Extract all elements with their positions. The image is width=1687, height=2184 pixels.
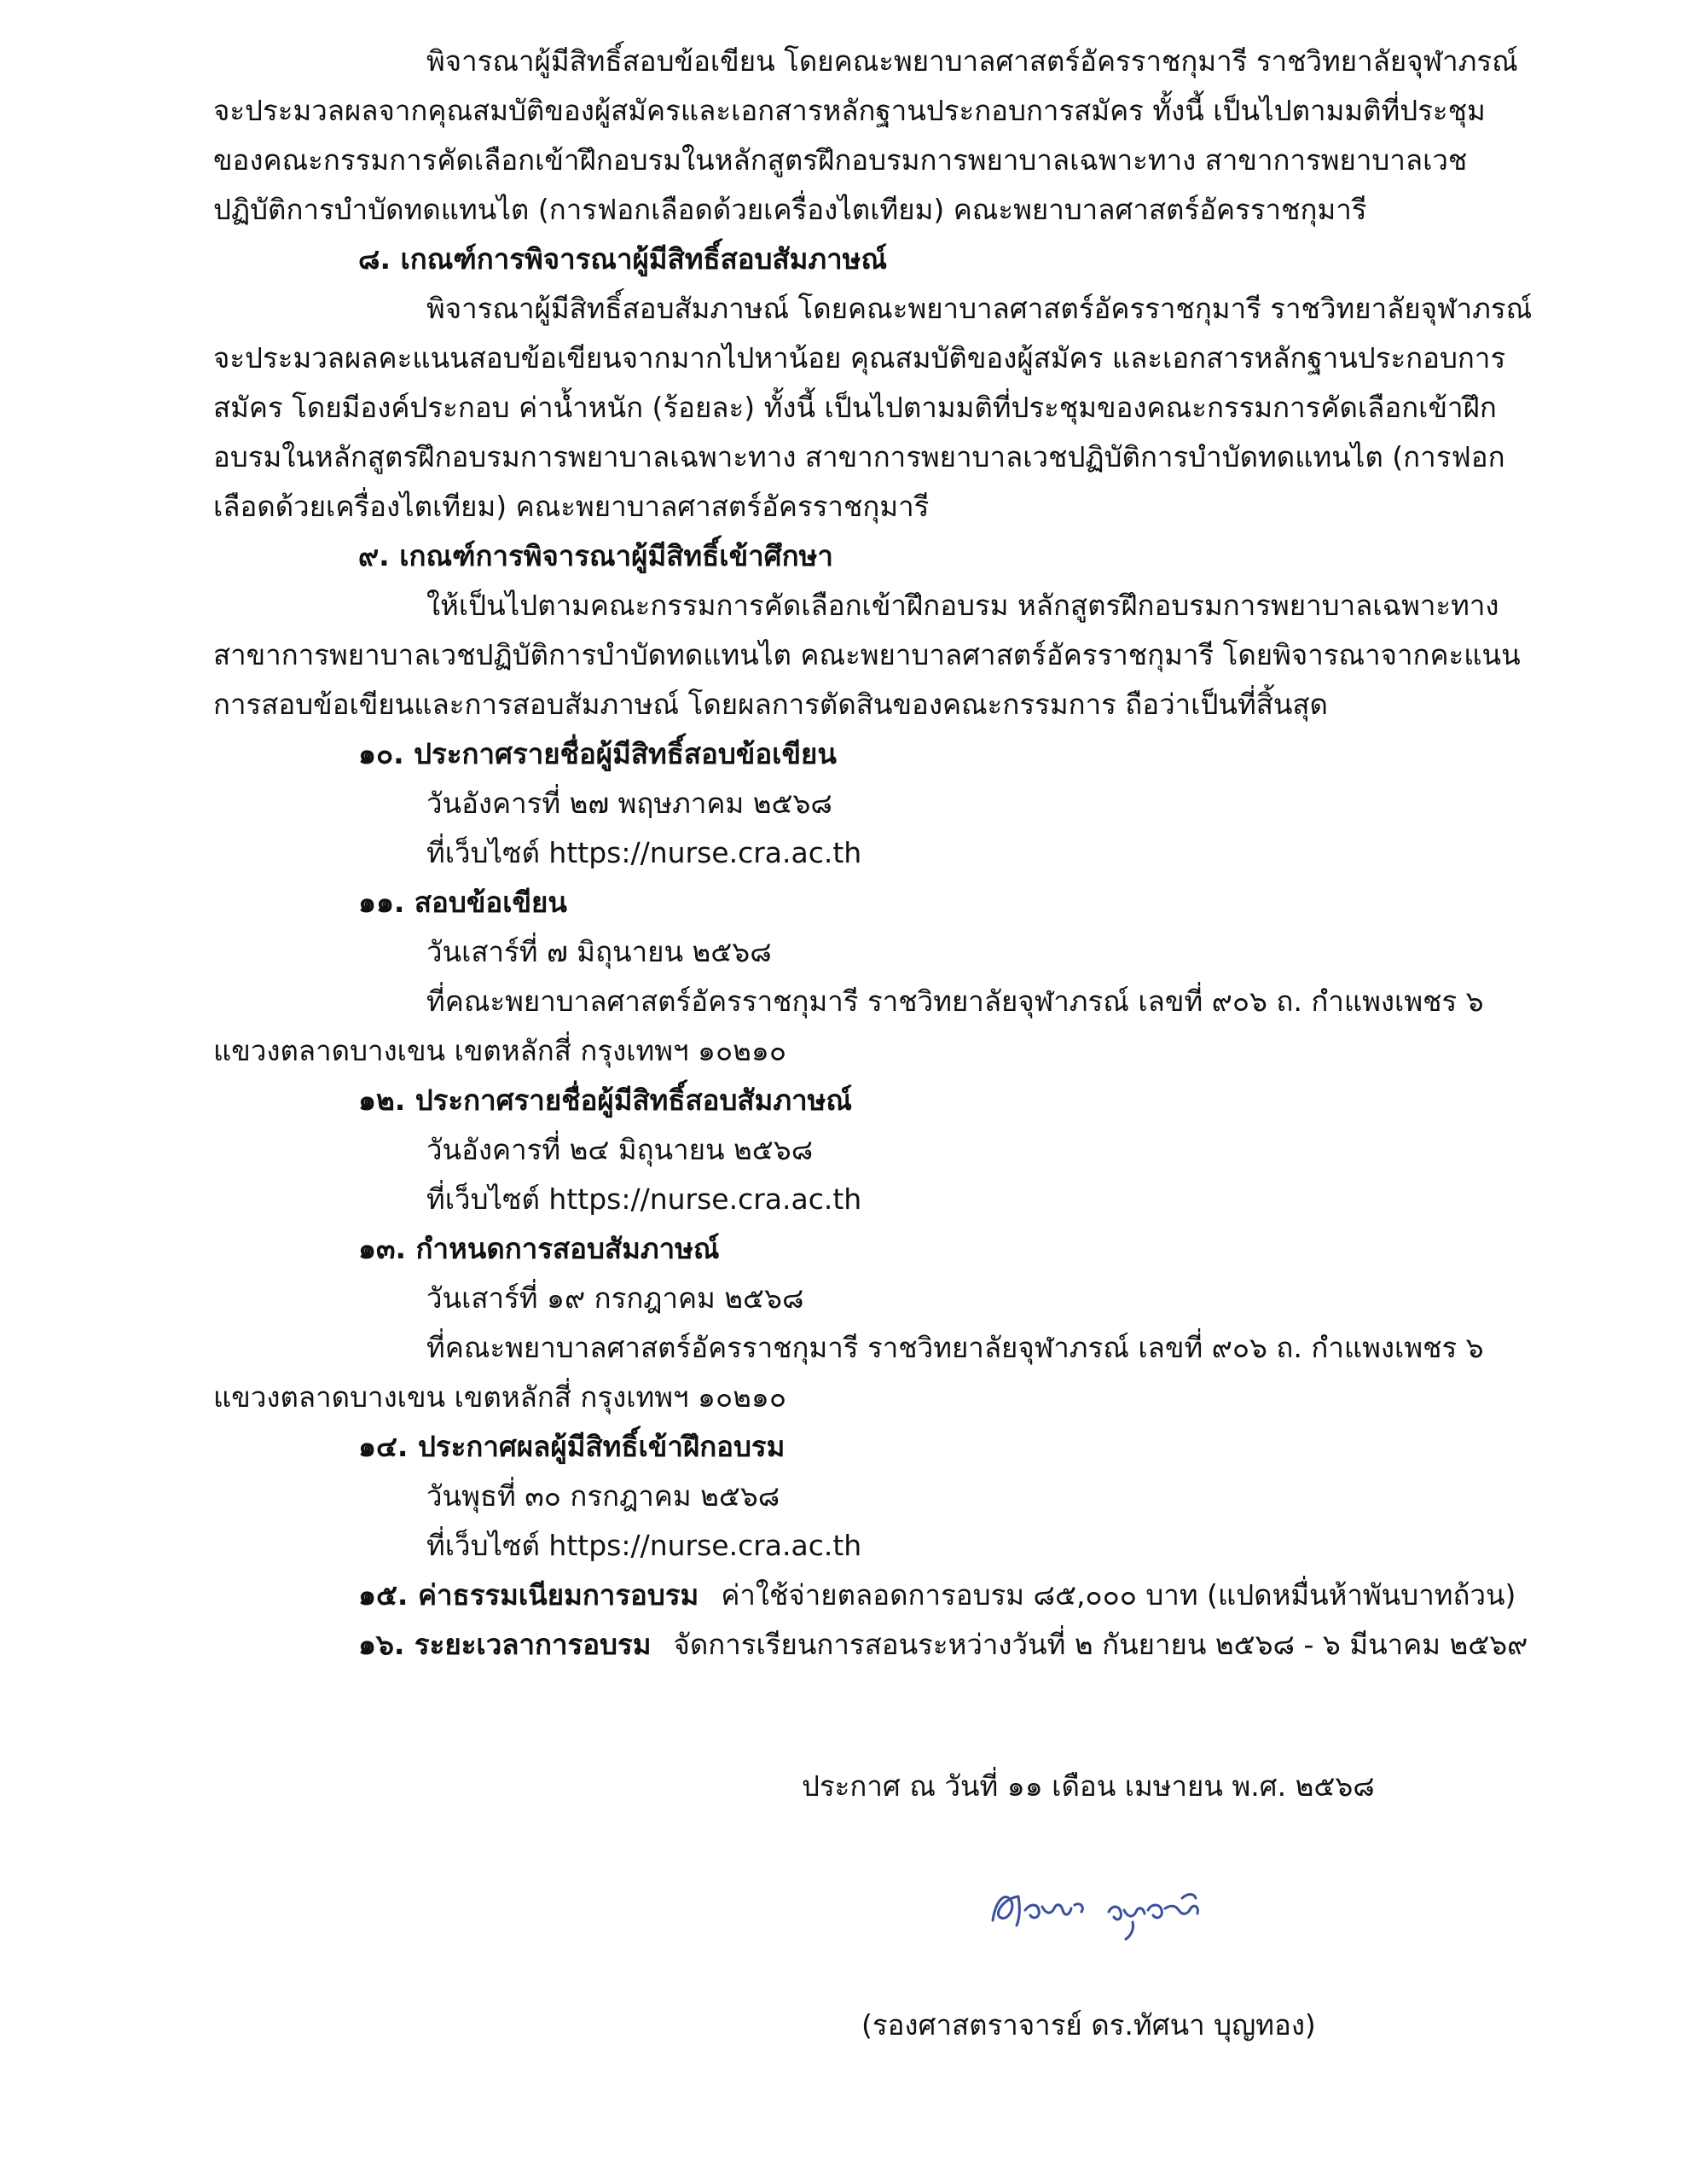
- section7-line-2: จะประมวลผลจากคุณสมบัติของผู้สมัครและเอกสารหลักฐานประกอบการสมัคร ทั้งนี้ เป็นไปตามมติที่ประชุม: [213, 94, 1486, 127]
- section15-text: ค่าใช้จ่ายตลอดการอบรม ๘๕,๐๐๐ บาท (แปดหมื่นห้าพันบาทถ้วน): [721, 1578, 1516, 1612]
- section13-place: ที่คณะพยาบาลศาสตร์อัครราชกุมารี ราชวิทยาลัยจุฬาภรณ์ เลขที่ ๙๐๖ ถ. กำแพงเพชร ๖: [426, 1331, 1484, 1364]
- section13-heading: ๑๓. กำหนดการสอบสัมภาษณ์: [358, 1232, 720, 1265]
- section11-heading: ๑๑. สอบข้อเขียน: [358, 886, 567, 919]
- section11-place: ที่คณะพยาบาลศาสตร์อัครราชกุมารี ราชวิทยาลัยจุฬาภรณ์ เลขที่ ๙๐๖ ถ. กำแพงเพชร ๖: [426, 985, 1484, 1018]
- section16-text: จัดการเรียนการสอนระหว่างวันที่ ๒ กันยายน ๒๕๖๘ - ๖ มีนาคม ๒๕๖๙: [673, 1628, 1528, 1661]
- section14-heading: ๑๔. ประกาศผลผู้มีสิทธิ์เข้าฝึกอบรม: [358, 1430, 786, 1463]
- section8-line-1: พิจารณาผู้มีสิทธิ์สอบสัมภาษณ์ โดยคณะพยาบาลศาสตร์อัครราชกุมารี ราชวิทยาลัยจุฬาภรณ์: [426, 292, 1533, 325]
- section14-place: ที่เว็บไซต์ https://nurse.cra.ac.th: [426, 1529, 862, 1562]
- section13-date: วันเสาร์ที่ ๑๙ กรกฎาคม ๒๕๖๘: [426, 1281, 804, 1315]
- section7-line-3: ของคณะกรรมการคัดเลือกเข้าฝึกอบรมในหลักสูตรฝึกอบรมการพยาบาลเฉพาะทาง สาขาการพยาบาลเวช: [213, 143, 1468, 177]
- section9-line-2: สาขาการพยาบาลเวชปฏิบัติการบำบัดทดแทนไต คณะพยาบาลศาสตร์อัครราชกุมารี โดยพิจารณาจากคะแนน: [213, 638, 1521, 671]
- section10-place: ที่เว็บไซต์ https://nurse.cra.ac.th: [426, 836, 862, 869]
- section12-heading: ๑๒. ประกาศรายชื่อผู้มีสิทธิ์สอบสัมภาษณ์: [358, 1083, 852, 1117]
- section12-date: วันอังคารที่ ๒๔ มิถุนายน ๒๕๖๘: [426, 1133, 814, 1166]
- section15-heading: ๑๕. ค่าธรรมเนียมการอบรม: [358, 1578, 699, 1612]
- section8-heading: ๘. เกณฑ์การพิจารณาผู้มีสิทธิ์สอบสัมภาษณ์: [358, 242, 888, 276]
- handwritten-signature: [981, 1873, 1254, 1949]
- section9-line-3: การสอบข้อเขียนและการสอบสัมภาษณ์ โดยผลการตัดสินของคณะกรรมการ ถือว่าเป็นที่สิ้นสุด: [213, 688, 1328, 721]
- section8-line-5: เลือดด้วยเครื่องไตเทียม) คณะพยาบาลศาสตร์อัครราชกุมารี: [213, 490, 930, 523]
- section11-place-2: แขวงตลาดบางเขน เขตหลักสี่ กรุงเทพฯ ๑๐๒๑๐: [213, 1034, 786, 1067]
- section12-place: ที่เว็บไซต์ https://nurse.cra.ac.th: [426, 1182, 862, 1216]
- section10-date: วันอังคารที่ ๒๗ พฤษภาคม ๒๕๖๘: [426, 787, 832, 820]
- section10-heading: ๑๐. ประกาศรายชื่อผู้มีสิทธิ์สอบข้อเขียน: [358, 737, 837, 770]
- section14-date: วันพุธที่ ๓๐ กรกฎาคม ๒๕๖๘: [426, 1479, 780, 1513]
- section13-place-2: แขวงตลาดบางเขน เขตหลักสี่ กรุงเทพฯ ๑๐๒๑๐: [213, 1380, 786, 1414]
- signatory-name: (รองศาสตราจารย์ ดร.ทัศนา บุญทอง): [861, 2008, 1316, 2042]
- section16-heading: ๑๖. ระยะเวลาการอบรม: [358, 1628, 652, 1661]
- section15-row: [358, 1575, 1516, 1616]
- section7-line-4: ปฏิบัติการบำบัดทดแทนไต (การฟอกเลือดด้วยเครื่องไตเทียม) คณะพยาบาลศาสตร์อัครราชกุมารี: [213, 193, 1367, 226]
- section8-line-4: อบรมในหลักสูตรฝึกอบรมการพยาบาลเฉพาะทาง สาขาการพยาบาลเวชปฏิบัติการบำบัดทดแทนไต (การฟอก: [213, 440, 1505, 473]
- section9-line-1: ให้เป็นไปตามคณะกรรมการคัดเลือกเข้าฝึกอบรม หลักสูตรฝึกอบรมการพยาบาลเฉพาะทาง: [426, 589, 1499, 622]
- section7-line-1: พิจารณาผู้มีสิทธิ์สอบข้อเขียน โดยคณะพยาบาลศาสตร์อัครราชกุมารี ราชวิทยาลัยจุฬาภรณ์: [426, 44, 1518, 78]
- section8-line-2: จะประมวลผลคะแนนสอบข้อเขียนจากมากไปหาน้อย คุณสมบัติของผู้สมัคร และเอกสารหลักฐานประกอบการ: [213, 341, 1506, 375]
- section8-line-3: สมัคร โดยมีองค์ประกอบ ค่าน้ำหนัก (ร้อยละ) ทั้งนี้ เป็นไปตามมติที่ประชุมของคณะกรรมการคัดเลือกเข้าฝึก: [213, 391, 1497, 424]
- announce-date: ประกาศ ณ วันที่ ๑๑ เดือน เมษายน พ.ศ. ๒๕๖๘: [802, 1769, 1375, 1803]
- section11-date: วันเสาร์ที่ ๗ มิถุนายน ๒๕๖๘: [426, 935, 772, 968]
- section9-heading: ๙. เกณฑ์การพิจารณาผู้มีสิทธิ์เข้าศึกษา: [358, 539, 833, 572]
- section16-row: [358, 1624, 1528, 1665]
